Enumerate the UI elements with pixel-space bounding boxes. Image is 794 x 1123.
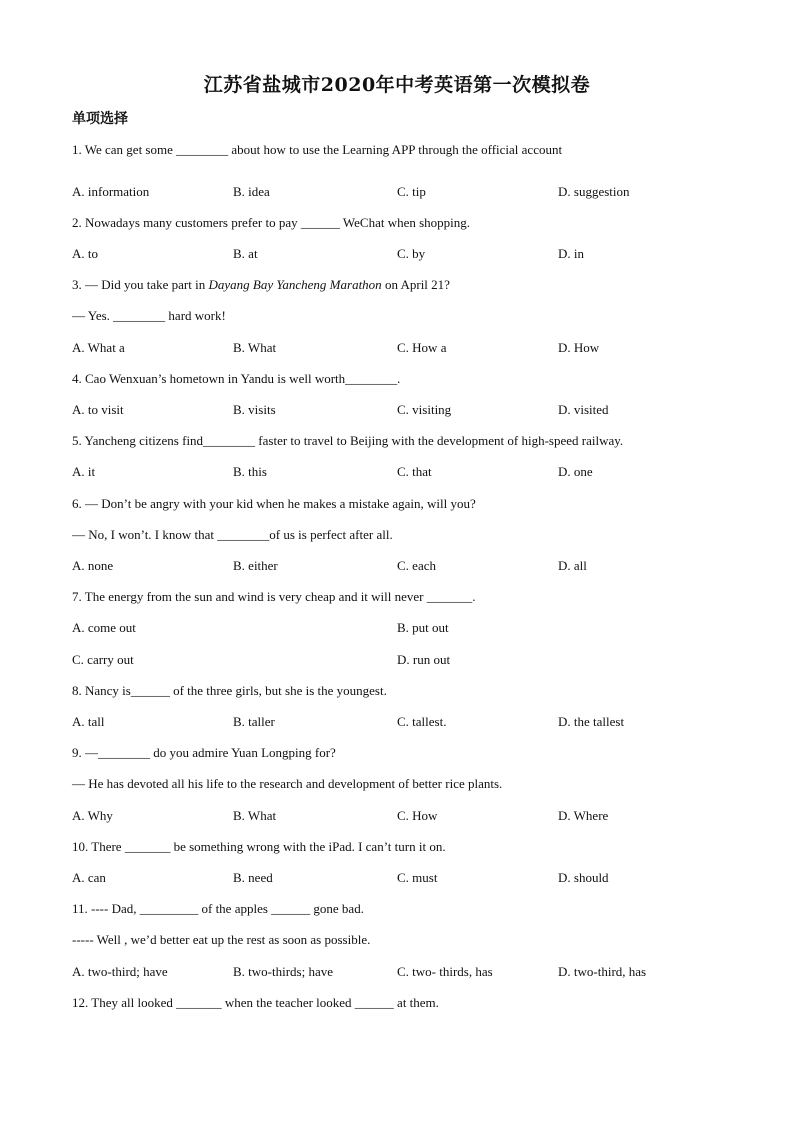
q11-option-c: C. two- thirds, has [397,964,493,979]
question-9-reply: — He has devoted all his life to the research and development of better rice plants. [72,776,503,791]
q2-option-a: A. to [72,246,98,261]
q3-option-c: C. How a [397,340,447,355]
question-10: 10. There _______ be something wrong with the iPad. I can’t turn it on. [72,839,446,854]
q10-option-b: B. need [233,870,273,885]
question-11-reply: ----- Well , we’d better eat up the rest as soon as possible. [72,932,371,947]
q11-option-a: A. two-third; have [72,964,168,979]
q1-option-a: A. information [72,184,150,199]
q10-option-c: C. must [397,870,438,885]
q2-option-c: C. by [397,246,426,261]
q6-option-b: B. either [233,558,278,573]
q4-option-b: B. visits [233,402,276,417]
q9-option-d: D. Where [558,808,609,823]
q10-option-d: D. should [558,870,609,885]
q11-option-b: B. two-thirds; have [233,964,334,979]
question-5: 5. Yancheng citizens find________ faster to travel to Beijing with the development of high-speed railway. [72,433,624,448]
q8-option-d: D. the tallest [558,714,625,729]
q7-option-c: C. carry out [72,652,134,667]
q7-option-d: D. run out [397,652,451,667]
q3-text-pre: 3. — Did you take part in [72,277,209,292]
q6-option-d: D. all [558,558,587,573]
q1-option-c: C. tip [397,184,426,199]
q6-option-c: C. each [397,558,436,573]
q1-option-d: D. suggestion [558,184,630,199]
q8-option-b: B. taller [233,714,275,729]
q3-italic-title: Dayang Bay Yancheng Marathon [208,277,382,292]
q3-text-post: on April 21? [381,277,450,292]
question-6: 6. — Don’t be angry with your kid when he makes a mistake again, will you? [72,496,476,511]
page-title: 江苏省盐城市2020年中考英语第一次模拟卷 [203,74,591,96]
q4-option-d: D. visited [558,402,609,417]
q5-option-a: A. it [72,464,96,479]
q7-option-b: B. put out [397,620,449,635]
question-7: 7. The energy from the sun and wind is very cheap and it will never _______. [72,589,476,604]
question-6-reply: — No, I won’t. I know that ________of us is perfect after all. [72,527,393,542]
q5-option-b: B. this [233,464,267,479]
q8-option-c: C. tallest. [397,714,447,729]
q11-option-d: D. two-third, has [558,964,647,979]
section-heading: 单项选择 [72,111,128,127]
q10-option-a: A. can [72,870,106,885]
q5-option-d: D. one [558,464,593,479]
q3-option-a: A. What a [72,340,125,355]
question-4: 4. Cao Wenxuan’s hometown in Yandu is well worth________. [72,371,401,386]
question-3 [72,276,450,294]
question-1: 1. We can get some ________ about how to use the Learning APP through the official account [72,142,563,157]
q3-option-b: B. What [233,340,277,355]
q4-option-c: C. visiting [397,402,452,417]
question-2: 2. Nowadays many customers prefer to pay ______ WeChat when shopping. [72,215,471,230]
q1-option-b: B. idea [233,184,270,199]
q7-option-a: A. come out [72,620,136,635]
question-9: 9. —________ do you admire Yuan Longping for? [72,745,336,760]
q2-option-b: B. at [233,246,258,261]
q2-option-d: D. in [558,246,584,261]
q9-option-c: C. How [397,808,438,823]
q9-option-a: A. Why [72,808,113,823]
question-8: 8. Nancy is______ of the three girls, but she is the youngest. [72,683,387,698]
question-12: 12. They all looked _______ when the teacher looked ______ at them. [72,995,439,1010]
q4-option-a: A. to visit [72,402,124,417]
q6-option-a: A. none [72,558,114,573]
question-11: 11. ---- Dad, _________ of the apples ______ gone bad. [72,901,364,916]
q5-option-c: C. that [397,464,432,479]
q9-option-b: B. What [233,808,277,823]
question-3-reply: — Yes. ________ hard work! [72,308,226,323]
q8-option-a: A. tall [72,714,105,729]
q3-option-d: D. How [558,340,600,355]
